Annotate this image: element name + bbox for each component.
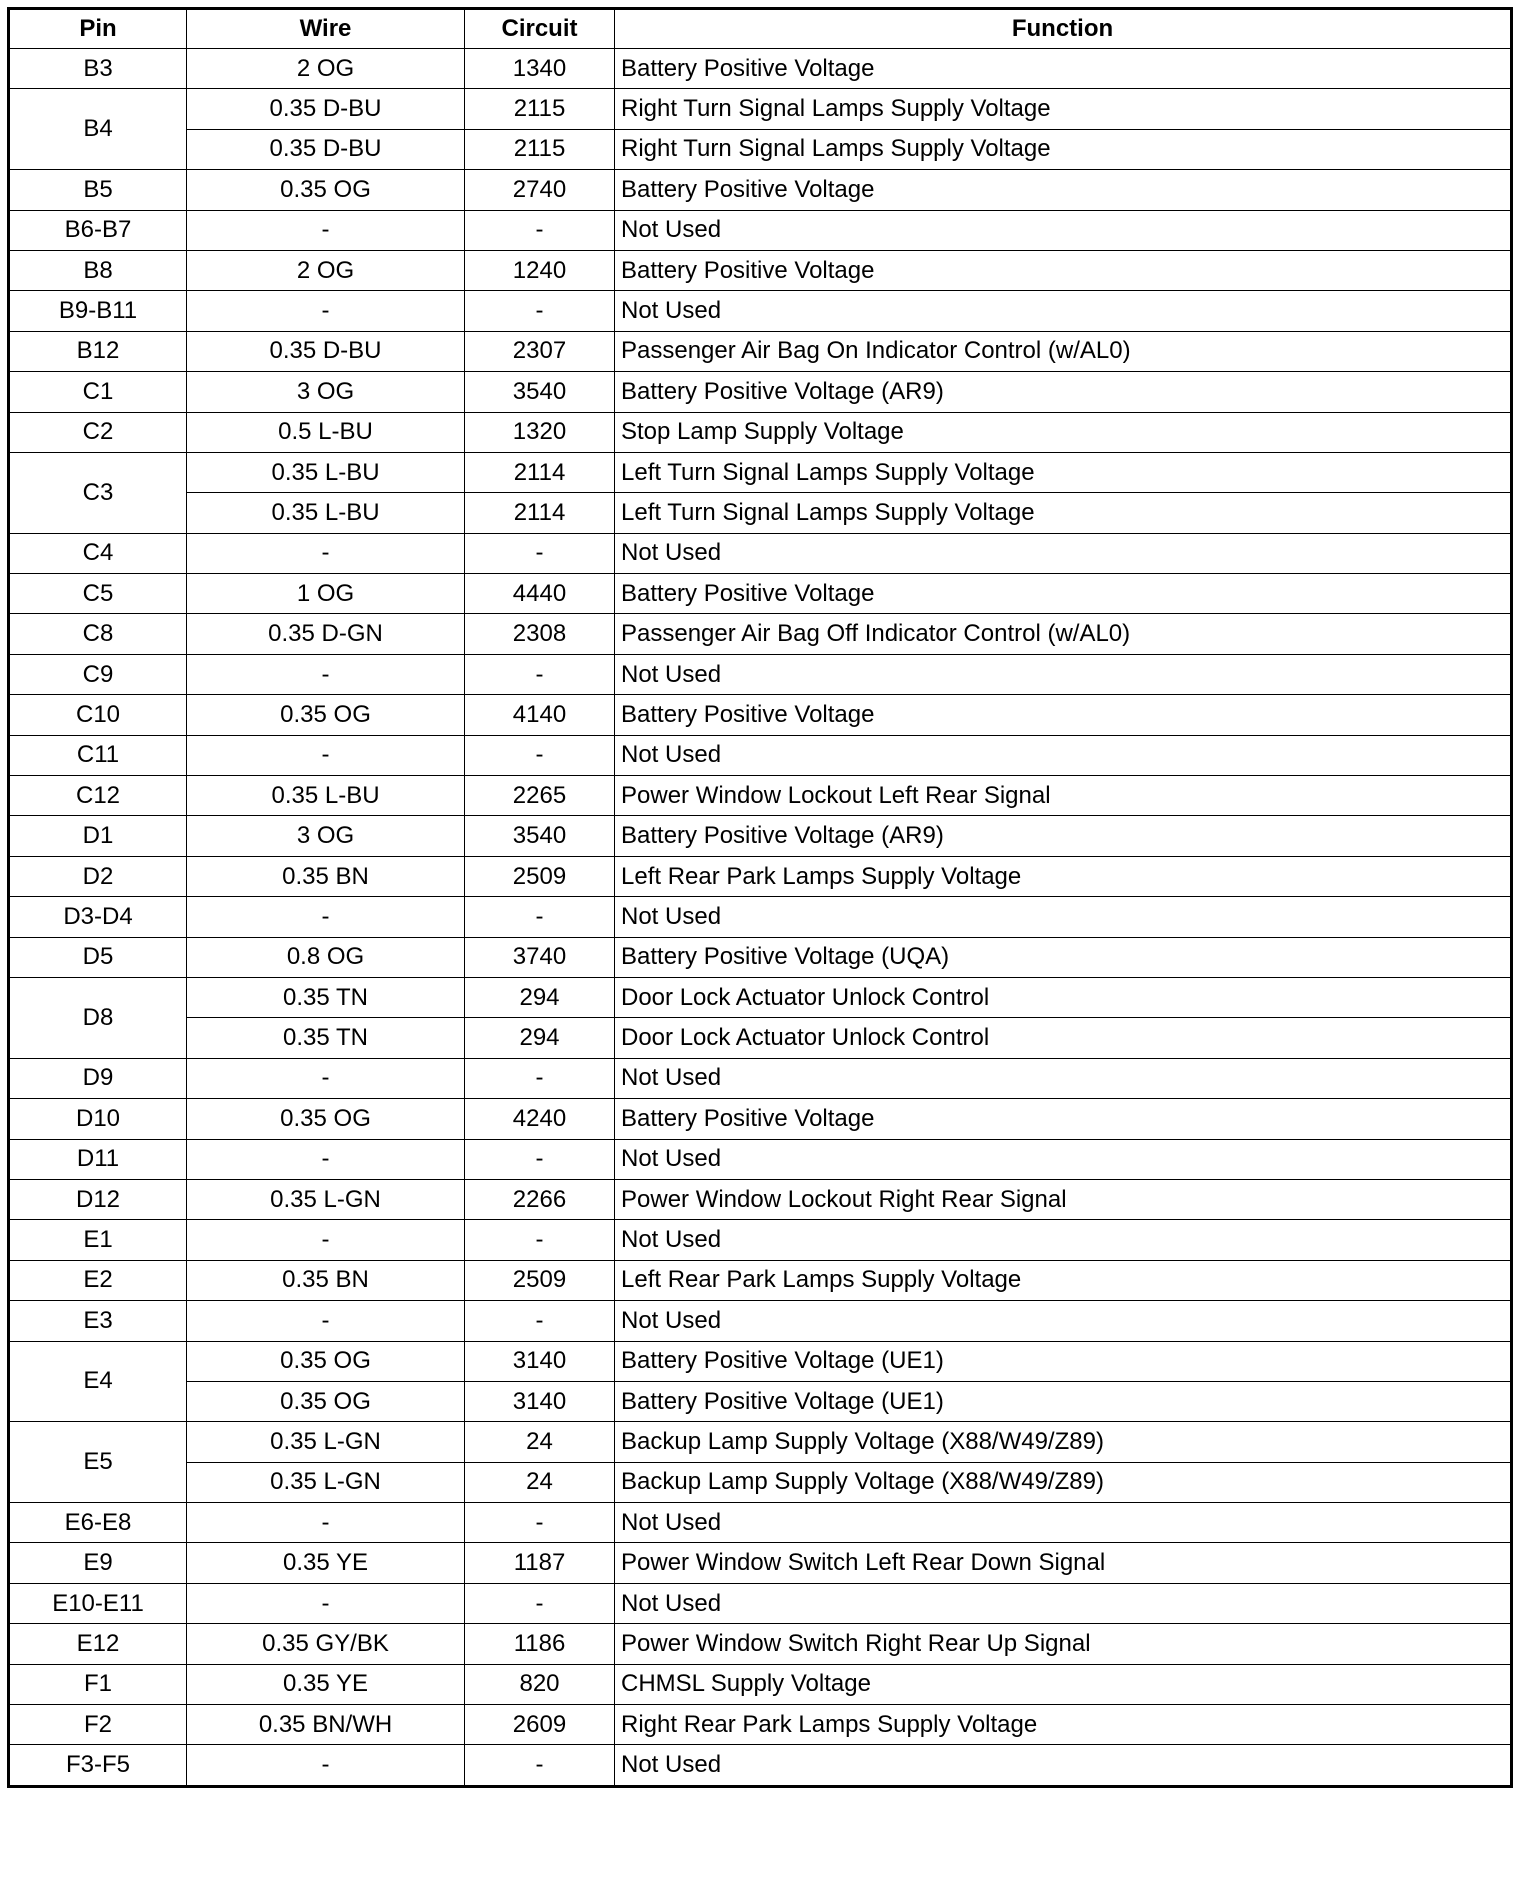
function-cell: Not Used <box>615 1139 1512 1179</box>
circuit-cell: - <box>465 210 615 250</box>
function-cell: Right Turn Signal Lamps Supply Voltage <box>615 89 1512 129</box>
pin-cell: E9 <box>9 1543 187 1583</box>
circuit-cell: 1187 <box>465 1543 615 1583</box>
wire-cell: 0.35 OG <box>187 695 465 735</box>
wire-cell: 0.35 BN/WH <box>187 1705 465 1745</box>
pin-cell: E3 <box>9 1301 187 1341</box>
table-row <box>9 695 1512 735</box>
circuit-cell: 2307 <box>465 331 615 371</box>
table-row <box>9 1220 1512 1260</box>
function-cell: Backup Lamp Supply Voltage (X88/W49/Z89) <box>615 1462 1512 1502</box>
pin-cell: D9 <box>9 1058 187 1098</box>
circuit-cell: 2115 <box>465 89 615 129</box>
wire-cell: 0.35 L-GN <box>187 1422 465 1462</box>
function-cell: Not Used <box>615 1301 1512 1341</box>
function-cell: Right Rear Park Lamps Supply Voltage <box>615 1705 1512 1745</box>
pin-cell: E4 <box>9 1341 187 1422</box>
pin-cell: E1 <box>9 1220 187 1260</box>
table-body <box>9 49 1512 1787</box>
circuit-cell: 4240 <box>465 1099 615 1139</box>
function-cell: Passenger Air Bag On Indicator Control (w/AL0) <box>615 331 1512 371</box>
table-row <box>9 250 1512 290</box>
function-cell: Not Used <box>615 291 1512 331</box>
wire-cell: - <box>187 1583 465 1623</box>
function-cell: Door Lock Actuator Unlock Control <box>615 977 1512 1017</box>
pin-cell: C1 <box>9 372 187 412</box>
circuit-cell: 3140 <box>465 1341 615 1381</box>
table-row <box>9 493 1512 533</box>
function-cell: Not Used <box>615 735 1512 775</box>
pin-cell: E12 <box>9 1624 187 1664</box>
pin-cell: C5 <box>9 574 187 614</box>
wire-cell: - <box>187 1139 465 1179</box>
wire-cell: - <box>187 654 465 694</box>
pin-cell: D1 <box>9 816 187 856</box>
pin-cell: D12 <box>9 1179 187 1219</box>
table-row <box>9 170 1512 210</box>
wire-cell: 0.35 D-BU <box>187 89 465 129</box>
wire-cell: - <box>187 1745 465 1786</box>
header-pin: Pin <box>9 9 187 49</box>
circuit-cell: 2740 <box>465 170 615 210</box>
table-row <box>9 331 1512 371</box>
circuit-cell: 2509 <box>465 1260 615 1300</box>
pin-cell: C3 <box>9 452 187 533</box>
circuit-cell: 294 <box>465 1018 615 1058</box>
table-row <box>9 129 1512 169</box>
wire-cell: - <box>187 533 465 573</box>
table-row <box>9 1139 1512 1179</box>
pin-cell: C9 <box>9 654 187 694</box>
wire-cell: - <box>187 897 465 937</box>
table-row <box>9 1624 1512 1664</box>
table-row <box>9 1503 1512 1543</box>
function-cell: Not Used <box>615 897 1512 937</box>
function-cell: Battery Positive Voltage <box>615 1099 1512 1139</box>
circuit-cell: - <box>465 1745 615 1786</box>
wire-cell: 0.35 YE <box>187 1543 465 1583</box>
circuit-cell: 820 <box>465 1664 615 1704</box>
pin-cell: C8 <box>9 614 187 654</box>
pin-cell: B9-B11 <box>9 291 187 331</box>
wire-cell: 0.35 L-BU <box>187 493 465 533</box>
wire-cell: 0.35 BN <box>187 1260 465 1300</box>
pin-cell: C11 <box>9 735 187 775</box>
table-row <box>9 1301 1512 1341</box>
table-row <box>9 735 1512 775</box>
wire-cell: 0.5 L-BU <box>187 412 465 452</box>
function-cell: Door Lock Actuator Unlock Control <box>615 1018 1512 1058</box>
wire-cell: - <box>187 1220 465 1260</box>
pin-cell: B3 <box>9 49 187 89</box>
circuit-cell: 294 <box>465 977 615 1017</box>
header-row <box>9 9 1512 49</box>
wire-cell: 0.35 TN <box>187 1018 465 1058</box>
wire-cell: 3 OG <box>187 816 465 856</box>
table-row <box>9 1422 1512 1462</box>
circuit-cell: 24 <box>465 1462 615 1502</box>
circuit-cell: 3140 <box>465 1381 615 1421</box>
function-cell: Battery Positive Voltage <box>615 170 1512 210</box>
wire-cell: 0.8 OG <box>187 937 465 977</box>
table-row <box>9 1745 1512 1786</box>
connector-pinout-sheet <box>7 7 1510 1788</box>
function-cell: Battery Positive Voltage (UQA) <box>615 937 1512 977</box>
pin-cell: D8 <box>9 977 187 1058</box>
circuit-cell: 4140 <box>465 695 615 735</box>
wire-cell: - <box>187 735 465 775</box>
function-cell: Left Turn Signal Lamps Supply Voltage <box>615 493 1512 533</box>
circuit-cell: - <box>465 1058 615 1098</box>
function-cell: CHMSL Supply Voltage <box>615 1664 1512 1704</box>
table-row <box>9 412 1512 452</box>
table-row <box>9 1583 1512 1623</box>
circuit-cell: - <box>465 897 615 937</box>
function-cell: Battery Positive Voltage <box>615 250 1512 290</box>
circuit-cell: - <box>465 1139 615 1179</box>
function-cell: Power Window Lockout Left Rear Signal <box>615 776 1512 816</box>
function-cell: Battery Positive Voltage <box>615 49 1512 89</box>
table-row <box>9 977 1512 1017</box>
table-row <box>9 816 1512 856</box>
table-row <box>9 1705 1512 1745</box>
function-cell: Battery Positive Voltage (UE1) <box>615 1381 1512 1421</box>
function-cell: Backup Lamp Supply Voltage (X88/W49/Z89) <box>615 1422 1512 1462</box>
table-row <box>9 372 1512 412</box>
pin-cell: B4 <box>9 89 187 170</box>
pin-cell: D3-D4 <box>9 897 187 937</box>
pin-cell: E6-E8 <box>9 1503 187 1543</box>
table-row <box>9 1058 1512 1098</box>
table-row <box>9 937 1512 977</box>
pin-cell: D11 <box>9 1139 187 1179</box>
function-cell: Battery Positive Voltage <box>615 574 1512 614</box>
table-row <box>9 291 1512 331</box>
function-cell: Power Window Switch Left Rear Down Signal <box>615 1543 1512 1583</box>
pin-cell: D2 <box>9 856 187 896</box>
circuit-cell: 1186 <box>465 1624 615 1664</box>
circuit-cell: 4440 <box>465 574 615 614</box>
pin-cell: D10 <box>9 1099 187 1139</box>
pin-cell: F3-F5 <box>9 1745 187 1786</box>
function-cell: Battery Positive Voltage (AR9) <box>615 816 1512 856</box>
pin-cell: B5 <box>9 170 187 210</box>
circuit-cell: - <box>465 1220 615 1260</box>
wire-cell: 0.35 D-BU <box>187 129 465 169</box>
table-row <box>9 1664 1512 1704</box>
wire-cell: 0.35 OG <box>187 1341 465 1381</box>
pin-cell: B6-B7 <box>9 210 187 250</box>
function-cell: Not Used <box>615 1745 1512 1786</box>
table-row <box>9 1099 1512 1139</box>
circuit-cell: 2609 <box>465 1705 615 1745</box>
circuit-cell: 2308 <box>465 614 615 654</box>
wire-cell: 1 OG <box>187 574 465 614</box>
circuit-cell: 3540 <box>465 372 615 412</box>
wire-cell: 0.35 D-GN <box>187 614 465 654</box>
table-row <box>9 1018 1512 1058</box>
pin-cell: D5 <box>9 937 187 977</box>
table-row <box>9 897 1512 937</box>
wire-cell: 2 OG <box>187 250 465 290</box>
table-row <box>9 89 1512 129</box>
table-row <box>9 654 1512 694</box>
circuit-cell: 2114 <box>465 452 615 492</box>
pin-cell: C12 <box>9 776 187 816</box>
wire-cell: 0.35 OG <box>187 1381 465 1421</box>
wire-cell: - <box>187 1058 465 1098</box>
wire-cell: 0.35 L-BU <box>187 452 465 492</box>
pin-cell: C4 <box>9 533 187 573</box>
pin-cell: E5 <box>9 1422 187 1503</box>
table-row <box>9 1260 1512 1300</box>
circuit-cell: 2265 <box>465 776 615 816</box>
function-cell: Battery Positive Voltage (AR9) <box>615 372 1512 412</box>
table-row <box>9 776 1512 816</box>
function-cell: Left Turn Signal Lamps Supply Voltage <box>615 452 1512 492</box>
circuit-cell: 1340 <box>465 49 615 89</box>
function-cell: Battery Positive Voltage <box>615 695 1512 735</box>
circuit-cell: 2266 <box>465 1179 615 1219</box>
table-row <box>9 1381 1512 1421</box>
function-cell: Passenger Air Bag Off Indicator Control (w/AL0) <box>615 614 1512 654</box>
function-cell: Power Window Switch Right Rear Up Signal <box>615 1624 1512 1664</box>
connector-pinout-table <box>7 7 1513 1788</box>
wire-cell: 0.35 OG <box>187 1099 465 1139</box>
function-cell: Not Used <box>615 533 1512 573</box>
circuit-cell: 2115 <box>465 129 615 169</box>
table-row <box>9 856 1512 896</box>
table-row <box>9 452 1512 492</box>
pin-cell: E10-E11 <box>9 1583 187 1623</box>
function-cell: Not Used <box>615 1583 1512 1623</box>
circuit-cell: - <box>465 735 615 775</box>
table-row <box>9 1341 1512 1381</box>
wire-cell: 0.35 D-BU <box>187 331 465 371</box>
wire-cell: 2 OG <box>187 49 465 89</box>
pin-cell: C10 <box>9 695 187 735</box>
header-function: Function <box>615 9 1512 49</box>
circuit-cell: 2509 <box>465 856 615 896</box>
table-row <box>9 49 1512 89</box>
wire-cell: 0.35 TN <box>187 977 465 1017</box>
wire-cell: 0.35 L-BU <box>187 776 465 816</box>
wire-cell: - <box>187 1503 465 1543</box>
function-cell: Power Window Lockout Right Rear Signal <box>615 1179 1512 1219</box>
wire-cell: 0.35 L-GN <box>187 1462 465 1502</box>
function-cell: Left Rear Park Lamps Supply Voltage <box>615 1260 1512 1300</box>
wire-cell: 0.35 OG <box>187 170 465 210</box>
function-cell: Right Turn Signal Lamps Supply Voltage <box>615 129 1512 169</box>
circuit-cell: 3740 <box>465 937 615 977</box>
circuit-cell: - <box>465 291 615 331</box>
table-row <box>9 1179 1512 1219</box>
function-cell: Stop Lamp Supply Voltage <box>615 412 1512 452</box>
circuit-cell: 1320 <box>465 412 615 452</box>
pin-cell: E2 <box>9 1260 187 1300</box>
wire-cell: - <box>187 291 465 331</box>
circuit-cell: - <box>465 1583 615 1623</box>
circuit-cell: 2114 <box>465 493 615 533</box>
pin-cell: F1 <box>9 1664 187 1704</box>
function-cell: Not Used <box>615 210 1512 250</box>
wire-cell: 0.35 L-GN <box>187 1179 465 1219</box>
function-cell: Not Used <box>615 654 1512 694</box>
wire-cell: 0.35 GY/BK <box>187 1624 465 1664</box>
wire-cell: 0.35 BN <box>187 856 465 896</box>
table-header <box>9 9 1512 49</box>
table-row <box>9 574 1512 614</box>
function-cell: Not Used <box>615 1058 1512 1098</box>
pin-cell: B8 <box>9 250 187 290</box>
table-row <box>9 210 1512 250</box>
circuit-cell: - <box>465 533 615 573</box>
circuit-cell: 3540 <box>465 816 615 856</box>
wire-cell: - <box>187 210 465 250</box>
circuit-cell: 1240 <box>465 250 615 290</box>
wire-cell: 3 OG <box>187 372 465 412</box>
table-row <box>9 533 1512 573</box>
wire-cell: - <box>187 1301 465 1341</box>
table-row <box>9 1462 1512 1502</box>
header-wire: Wire <box>187 9 465 49</box>
function-cell: Not Used <box>615 1220 1512 1260</box>
function-cell: Left Rear Park Lamps Supply Voltage <box>615 856 1512 896</box>
pin-cell: F2 <box>9 1705 187 1745</box>
wire-cell: 0.35 YE <box>187 1664 465 1704</box>
pin-cell: B12 <box>9 331 187 371</box>
circuit-cell: - <box>465 654 615 694</box>
function-cell: Not Used <box>615 1503 1512 1543</box>
circuit-cell: 24 <box>465 1422 615 1462</box>
pin-cell: C2 <box>9 412 187 452</box>
circuit-cell: - <box>465 1503 615 1543</box>
header-circuit: Circuit <box>465 9 615 49</box>
table-row <box>9 614 1512 654</box>
table-row <box>9 1543 1512 1583</box>
function-cell: Battery Positive Voltage (UE1) <box>615 1341 1512 1381</box>
circuit-cell: - <box>465 1301 615 1341</box>
